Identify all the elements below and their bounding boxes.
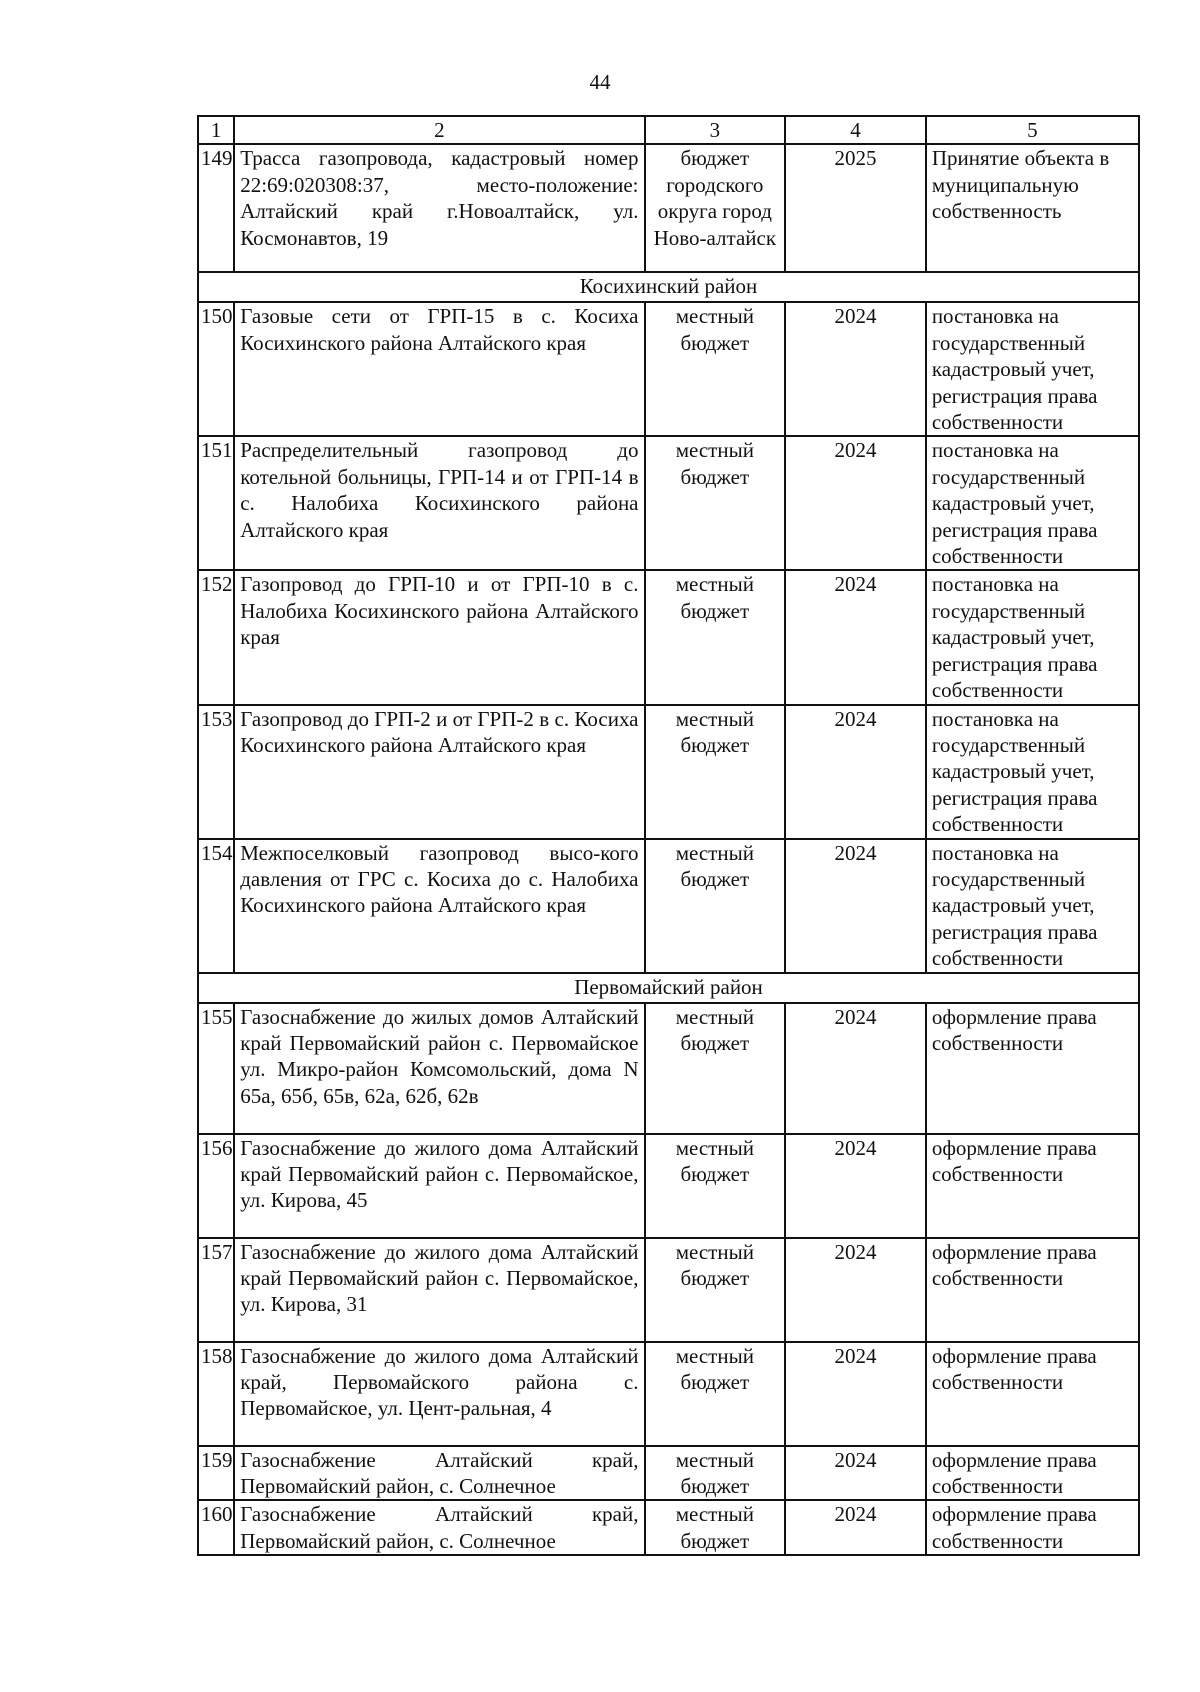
planned-action: постановка на государственный кадастровый учет, регистрация права собственности (926, 570, 1139, 704)
row-number: 155 (198, 1003, 234, 1134)
planned-action: оформление права собственности (926, 1238, 1139, 1342)
row-number: 154 (198, 839, 234, 973)
object-description: Газоснабжение до жилого дома Алтайский край Первомайский район с. Первомайское, ул. Кирова, 31 (234, 1238, 644, 1342)
funding-source: местный бюджет (645, 570, 786, 704)
row-number: 157 (198, 1238, 234, 1342)
row-number: 159 (198, 1446, 234, 1501)
year: 2024 (785, 705, 926, 839)
column-header: 5 (926, 116, 1139, 144)
planned-action: Принятие объекта в муниципальную собственность (926, 144, 1139, 272)
section-title: Первомайский район (198, 973, 1139, 1003)
year: 2024 (785, 1134, 926, 1238)
table-row (198, 1238, 1139, 1342)
funding-source: местный бюджет (645, 1134, 786, 1238)
row-number: 160 (198, 1500, 234, 1555)
object-description: Трасса газопровода, кадастровый номер 22:69:020308:37, место-положение: Алтайский край г.Новоалтайск, ул. Космонавтов, 19 (234, 144, 644, 272)
table-body (198, 144, 1139, 1555)
funding-source: местный бюджет (645, 1003, 786, 1134)
object-description: Газоснабжение до жилых домов Алтайский край Первомайский район с. Первомайское ул. Микро-район Комсомольский, дома N 65а, 65б, 65в, 62а, 62б, 62в (234, 1003, 644, 1134)
object-description: Газопровод до ГРП-2 и от ГРП-2 в с. Косиха Косихинского района Алтайского края (234, 705, 644, 839)
objects-table (197, 115, 1140, 1556)
year: 2024 (785, 302, 926, 436)
row-number: 156 (198, 1134, 234, 1238)
year: 2024 (785, 1446, 926, 1501)
table-row (198, 705, 1139, 839)
object-description: Газоснабжение Алтайский край, Первомайский район, с. Солнечное (234, 1500, 644, 1555)
column-header: 1 (198, 116, 234, 144)
column-number-row (198, 116, 1139, 144)
column-header: 4 (785, 116, 926, 144)
object-description: Газоснабжение Алтайский край, Первомайский район, с. Солнечное (234, 1446, 644, 1501)
funding-source: местный бюджет (645, 1446, 786, 1501)
planned-action: оформление права собственности (926, 1342, 1139, 1446)
table-row (198, 1342, 1139, 1446)
page-number: 44 (589, 70, 611, 94)
object-description: Газоснабжение до жилого дома Алтайский край Первомайский район с. Первомайское, ул. Кирова, 45 (234, 1134, 644, 1238)
table-row (198, 436, 1139, 570)
year: 2024 (785, 1003, 926, 1134)
year: 2024 (785, 1500, 926, 1555)
table-row (198, 570, 1139, 704)
funding-source: местный бюджет (645, 839, 786, 973)
object-description: Межпоселковый газопровод высо-кого давления от ГРС с. Косиха до с. Налобиха Косихинского района Алтайского края (234, 839, 644, 973)
table-row (198, 1500, 1139, 1555)
object-description: Газоснабжение до жилого дома Алтайский край, Первомайского района с. Первомайское, ул. Цент-ральная, 4 (234, 1342, 644, 1446)
planned-action: постановка на государственный кадастровый учет, регистрация права собственности (926, 705, 1139, 839)
planned-action: постановка на государственный кадастровый учет, регистрация права собственности (926, 302, 1139, 436)
year: 2024 (785, 436, 926, 570)
year: 2024 (785, 1342, 926, 1446)
funding-source: местный бюджет (645, 302, 786, 436)
object-description: Газопровод до ГРП-10 и от ГРП-10 в с. Налобиха Косихинского района Алтайского края (234, 570, 644, 704)
object-description: Распределительный газопровод до котельной больницы, ГРП-14 и от ГРП-14 в с. Налобиха Косихинского района Алтайского края (234, 436, 644, 570)
column-header: 3 (645, 116, 786, 144)
table-row (198, 1134, 1139, 1238)
planned-action: постановка на государственный кадастровый учет, регистрация права собственности (926, 839, 1139, 973)
section-header-row (198, 973, 1139, 1003)
year: 2024 (785, 1238, 926, 1342)
year: 2024 (785, 570, 926, 704)
section-header-row (198, 272, 1139, 302)
table-row (198, 144, 1139, 272)
row-number: 152 (198, 570, 234, 704)
table-row (198, 839, 1139, 973)
year: 2025 (785, 144, 926, 272)
funding-source: местный бюджет (645, 1238, 786, 1342)
row-number: 149 (198, 144, 234, 272)
funding-source: местный бюджет (645, 1342, 786, 1446)
row-number: 158 (198, 1342, 234, 1446)
planned-action: оформление права собственности (926, 1003, 1139, 1134)
table-row (198, 302, 1139, 436)
table-row (198, 1003, 1139, 1134)
funding-source: бюджет городского округа город Ново-алтайск (645, 144, 786, 272)
funding-source: местный бюджет (645, 436, 786, 570)
section-title: Косихинский район (198, 272, 1139, 302)
table-row (198, 1446, 1139, 1501)
row-number: 151 (198, 436, 234, 570)
planned-action: оформление права собственности (926, 1134, 1139, 1238)
funding-source: местный бюджет (645, 1500, 786, 1555)
planned-action: оформление права собственности (926, 1500, 1139, 1555)
planned-action: оформление права собственности (926, 1446, 1139, 1501)
funding-source: местный бюджет (645, 705, 786, 839)
year: 2024 (785, 839, 926, 973)
row-number: 150 (198, 302, 234, 436)
planned-action: постановка на государственный кадастровый учет, регистрация права собственности (926, 436, 1139, 570)
column-header: 2 (234, 116, 644, 144)
row-number: 153 (198, 705, 234, 839)
object-description: Газовые сети от ГРП-15 в с. Косиха Косихинского района Алтайского края (234, 302, 644, 436)
